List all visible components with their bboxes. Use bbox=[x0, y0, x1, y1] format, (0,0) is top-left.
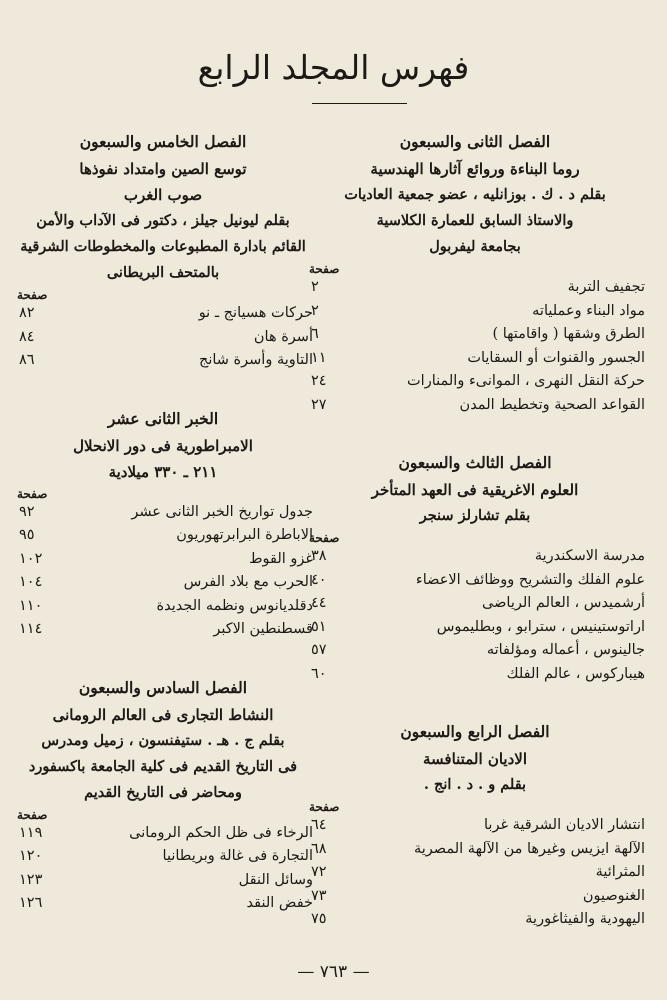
entry-title: مواد البناء وعملياته bbox=[532, 302, 645, 319]
entry-page: ١١٤ bbox=[19, 621, 43, 637]
chapter-section bbox=[13, 405, 313, 642]
chapter-author: بالمتحف البريطانى bbox=[106, 264, 220, 281]
chapter-subtitle: العلوم الاغريقية فى العهد المتأخر bbox=[371, 481, 579, 499]
toc-entry bbox=[13, 524, 313, 548]
chapter-subtitle: النشاط التجارى فى العالم الرومانى bbox=[52, 705, 274, 724]
entry-page: ٦٤ bbox=[311, 817, 327, 833]
page-column-label: صفحة bbox=[17, 486, 48, 501]
entry-title: جالينوس ، أعماله ومؤلفاته bbox=[486, 642, 645, 658]
entry-title: الآلهة ايزيس وغيرها من الآلهة المصرية bbox=[413, 840, 645, 857]
toc-entry bbox=[305, 908, 645, 932]
entry-title: هيباركوس ، عالم الفلك bbox=[506, 665, 645, 682]
entry-title: اليهودية والفيثاغورية bbox=[525, 911, 645, 927]
page-column-label: صفحة bbox=[309, 262, 340, 276]
toc-entry bbox=[305, 370, 645, 394]
chapter-author: بقلم تشارلز سنجر bbox=[419, 507, 531, 524]
toc-entry bbox=[305, 885, 645, 909]
entry-page: ١٠٢ bbox=[19, 550, 43, 567]
chapter-author: القائم بادارة المطبوعات والمخطوطات الشرقية bbox=[20, 238, 306, 255]
toc-entry bbox=[13, 302, 313, 326]
entry-page: ٧٣ bbox=[311, 887, 327, 904]
entry-page: ٦ bbox=[311, 326, 319, 342]
entry-title: أرشميدس ، العالم الرياضى bbox=[482, 595, 645, 611]
page-column-label: صفحة bbox=[17, 288, 48, 302]
chapter-section bbox=[305, 449, 645, 686]
chapter-author: فى التاريخ القديم فى كلية الجامعة باكسفورد bbox=[28, 757, 298, 775]
entry-page: ٥١ bbox=[311, 618, 327, 635]
entry-page: ٦٨ bbox=[311, 840, 327, 857]
chapter-author: بقلم ليونيل جيلز ، دكتور فى الآداب والأمن bbox=[36, 212, 290, 229]
entry-page: ٧٢ bbox=[311, 864, 327, 880]
entry-title: علوم الفلك والتشريح ووظائف الاعضاء bbox=[415, 571, 645, 588]
toc-entry bbox=[13, 548, 313, 572]
toc-entry bbox=[305, 276, 645, 300]
toc-entry bbox=[13, 326, 313, 350]
chapter-author: ومحاضر فى التاريخ القديم bbox=[84, 783, 242, 801]
entry-title: قسطنطين الاكبر bbox=[213, 621, 313, 637]
page-column-label: صفحة bbox=[17, 807, 48, 822]
entry-page: ٨٦ bbox=[19, 352, 35, 368]
entry-title: الطرق وشقها ( واقامتها ) bbox=[492, 326, 645, 342]
entry-title: الرخاء فى ظل الحكم الرومانى bbox=[129, 824, 313, 841]
chapter-subtitle: توسع الصين وامتداد نفوذها bbox=[79, 160, 247, 178]
chapter-heading: الفصل السادس والسبعون bbox=[78, 677, 248, 697]
entry-title: حركات هسيانج ـ نو bbox=[198, 305, 313, 321]
chapter-subtitle: صوب الغرب bbox=[123, 186, 203, 204]
entry-title: خفض النقد bbox=[246, 895, 313, 911]
entry-title: حركة النقل النهرى ، الموانىء والمنارات bbox=[407, 373, 645, 389]
entry-title: دقلديانوس ونظمه الجديدة bbox=[156, 597, 313, 614]
entry-title: الغنوصيون bbox=[582, 887, 645, 904]
toc-entry bbox=[305, 347, 645, 371]
toc-entry bbox=[305, 394, 645, 418]
entry-page: ٢٤ bbox=[311, 373, 327, 389]
toc-entry bbox=[305, 663, 645, 687]
entry-title: الحرب مع بلاد الفرس bbox=[183, 574, 313, 590]
chapter-heading: الفصل الثالث والسبعون bbox=[398, 453, 552, 472]
entry-page: ٧٥ bbox=[311, 911, 327, 927]
toc-entry bbox=[305, 323, 645, 347]
toc-entry bbox=[305, 545, 645, 569]
chapter-author: بجامعة ليفربول bbox=[429, 238, 521, 255]
toc-entry bbox=[305, 639, 645, 663]
page-column-label: صفحة bbox=[309, 800, 340, 814]
toc-entry bbox=[13, 618, 313, 642]
entry-page: ١١٠ bbox=[19, 597, 43, 614]
toc-entry bbox=[13, 892, 313, 916]
entry-title: انتشار الاديان الشرقية غربا bbox=[484, 817, 645, 833]
chapter-section bbox=[13, 674, 313, 916]
entry-page: ١١٩ bbox=[19, 824, 43, 841]
chapter-author: بقلم د . ك . بوزانليه ، عضو جمعية العاديات bbox=[344, 186, 606, 203]
chapter-heading: الفصل الثانى والسبعون bbox=[399, 132, 551, 151]
entry-page: ٥٧ bbox=[311, 642, 327, 658]
toc-entry bbox=[13, 822, 313, 846]
entry-page: ١٢٦ bbox=[19, 895, 43, 911]
entry-page: ٨٤ bbox=[19, 328, 35, 345]
chapter-section bbox=[13, 128, 313, 373]
entry-title: مدرسة الاسكندرية bbox=[534, 548, 645, 564]
entry-title: التاوية وأسرة شانج bbox=[198, 352, 313, 368]
right-column bbox=[305, 128, 645, 964]
toc-entry bbox=[305, 861, 645, 885]
toc-entry bbox=[13, 595, 313, 619]
chapter-heading: الخبر الثانى عشر bbox=[107, 408, 219, 428]
chapter-subtitle: ٢١١ ـ ٣٣٠ ميلادية bbox=[108, 462, 218, 481]
toc-entry bbox=[305, 592, 645, 616]
entry-title: القواعد الصحية وتخطيط المدن bbox=[459, 396, 645, 413]
toc-entry bbox=[13, 349, 313, 373]
entry-page: ٩٢ bbox=[19, 503, 35, 520]
toc-entry bbox=[13, 501, 313, 525]
entry-page: ٤٤ bbox=[311, 595, 327, 611]
entry-page: ١٢٠ bbox=[19, 848, 43, 864]
title-underline bbox=[312, 103, 407, 104]
toc-entry bbox=[305, 300, 645, 324]
entry-title: الاباطرة البرابرتهوريون bbox=[176, 527, 313, 543]
entry-title: أسرة هان bbox=[253, 328, 313, 345]
chapter-author: بقلم ج . هـ . ستيفنسون ، زميل ومدرس bbox=[41, 731, 285, 749]
chapter-heading: الفصل الرابع والسبعون bbox=[400, 722, 550, 741]
entry-page: ٤٠ bbox=[311, 571, 327, 588]
toc-entry bbox=[13, 869, 313, 893]
entry-page: ٢ bbox=[311, 302, 319, 319]
chapter-heading: الفصل الخامس والسبعون bbox=[79, 132, 247, 151]
toc-entry bbox=[13, 571, 313, 595]
entry-title: وسائل النقل bbox=[238, 871, 313, 888]
entry-title: التجارة فى غالة وبريطانيا bbox=[162, 848, 313, 864]
page-title: فهرس المجلد الرابع bbox=[197, 48, 470, 87]
entry-title: غزو القوط bbox=[249, 550, 313, 567]
toc-entry bbox=[305, 814, 645, 838]
entry-title: المثرائية bbox=[595, 864, 645, 880]
chapter-subtitle: الاديان المتنافسة bbox=[422, 750, 527, 768]
entry-title: تجفيف التربة bbox=[567, 279, 645, 295]
chapter-section bbox=[305, 128, 645, 417]
toc-entry bbox=[305, 569, 645, 593]
entry-page: ٨٢ bbox=[19, 305, 35, 321]
entry-title: اراتوستينيس ، سترابو ، وبطليموس bbox=[436, 618, 645, 635]
chapter-subtitle: الامبراطورية فى دور الانحلال bbox=[73, 436, 253, 455]
entry-page: ١١ bbox=[311, 349, 327, 366]
entry-page: ٢٧ bbox=[311, 396, 327, 413]
entry-title: جدول تواريخ الخبر الثانى عشر bbox=[131, 503, 313, 520]
toc-entry bbox=[305, 616, 645, 640]
entry-page: ٦٠ bbox=[311, 665, 327, 682]
entry-page: ٣٨ bbox=[311, 548, 327, 564]
toc-entry bbox=[305, 838, 645, 862]
chapter-author: بقلم و . د . انج . bbox=[423, 776, 527, 793]
page-column-label: صفحة bbox=[309, 531, 340, 545]
chapter-subtitle: روما البناءة وروائع آثارها الهندسية bbox=[370, 160, 580, 178]
entry-page: ١٠٤ bbox=[19, 574, 43, 590]
toc-entry bbox=[13, 845, 313, 869]
entry-page: ١٢٣ bbox=[19, 871, 43, 888]
left-column bbox=[13, 128, 313, 948]
entry-page: ٩٥ bbox=[19, 527, 35, 543]
entry-title: الجسور والقنوات أو السقايات bbox=[467, 349, 645, 366]
chapter-section bbox=[305, 718, 645, 932]
page-number: — ٧٦٣ — bbox=[297, 962, 370, 982]
entry-page: ٢ bbox=[311, 279, 319, 295]
chapter-author: والاستاذ السابق للعمارة الكلاسية bbox=[376, 212, 574, 229]
